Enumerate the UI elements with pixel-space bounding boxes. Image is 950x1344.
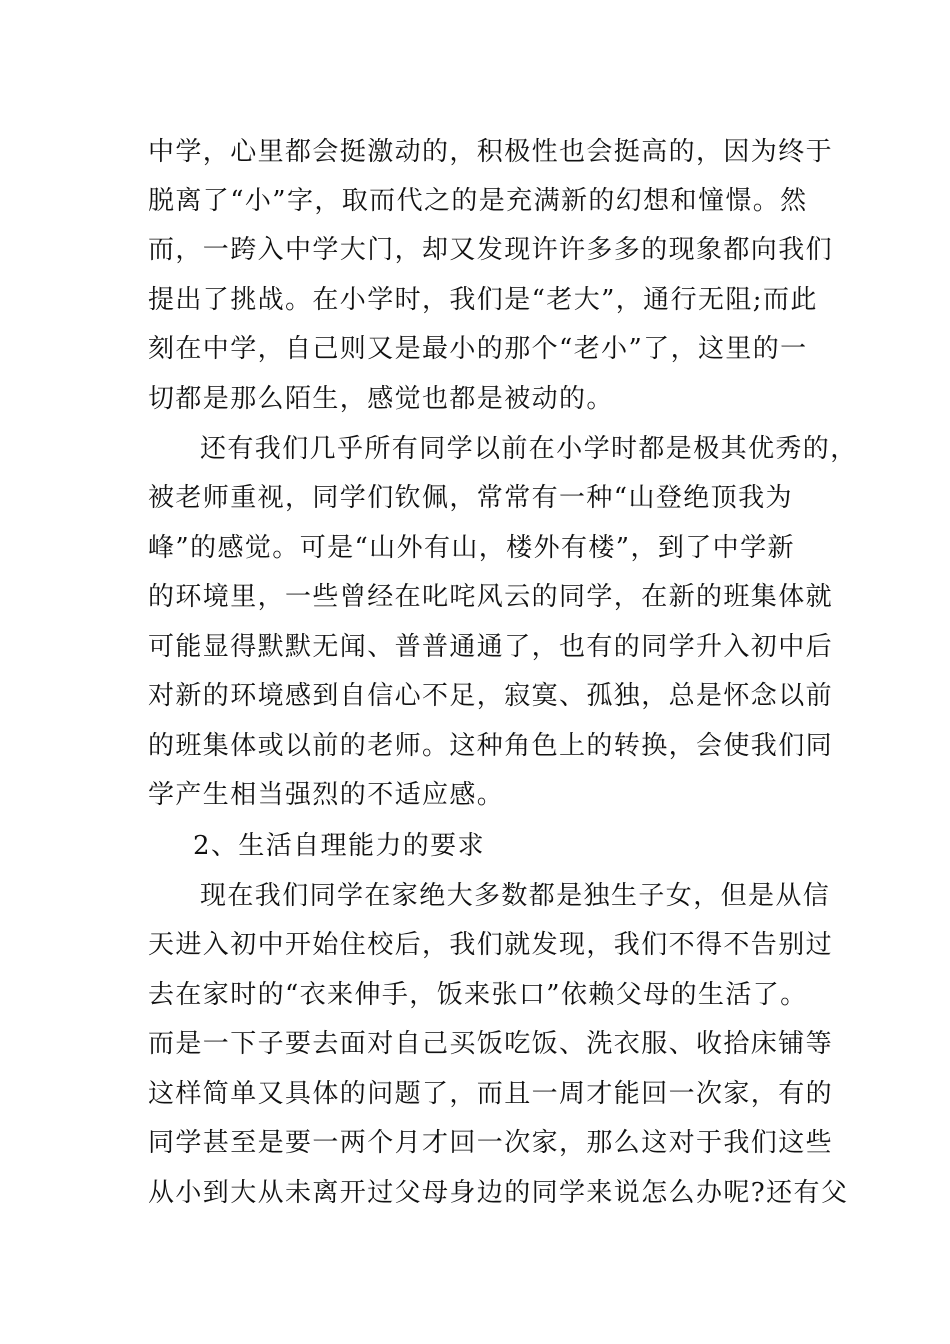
text-line-18: 去在家时的“衣来伸手，饭来张口”依赖父母的生活了。 [148,980,808,1010]
text-line-19: 而是一下子要去面对自己买饭吃饭、洗衣服、收拾床铺等 [148,1029,834,1059]
text-line-22: 从小到大从未离开过父母身边的同学来说怎么办呢?还有父 [148,1178,849,1208]
section-heading: 2、生活自理能力的要求 [193,831,485,861]
text-line-14: 学产生相当强烈的不适应感。 [148,780,505,810]
text-line-2: 脱离了“小”字，取而代之的是充满新的幻想和憧憬。然 [148,186,808,216]
text-line-16: 现在我们同学在家绝大多数都是独生子女，但是从信 [200,881,831,911]
text-line-5: 刻在中学，自己则又是最小的那个“老小”了，这里的一 [148,334,808,364]
text-line-7: 还有我们几乎所有同学以前在小学时都是极其优秀的， [200,434,858,464]
text-line-4: 提出了挑战。在小学时，我们是“老大”，通行无阻;而此 [148,285,818,315]
text-line-20: 这样简单又具体的问题了，而且一周才能回一次家，有的 [148,1079,834,1109]
text-line-13: 的班集体或以前的老师。这种角色上的转换，会使我们同 [148,731,834,761]
text-line-9: 峰”的感觉。可是“山外有山，楼外有楼”，到了中学新 [148,533,795,563]
text-line-8: 被老师重视，同学们钦佩，常常有一种“山登绝顶我为 [148,483,793,513]
text-line-1: 中学，心里都会挺激动的，积极性也会挺高的，因为终于 [148,137,834,167]
text-line-6: 切都是那么陌生，感觉也都是被动的。 [148,384,614,414]
text-line-12: 对新的环境感到自信心不足，寂寞、孤独，总是怀念以前 [148,681,834,711]
text-line-10: 的环境里，一些曾经在叱咤风云的同学，在新的班集体就 [148,582,834,612]
text-line-21: 同学甚至是要一两个月才回一次家，那么这对于我们这些 [148,1128,834,1158]
text-line-11: 可能显得默默无闻、普普通通了，也有的同学升入初中后 [148,632,834,662]
text-line-17: 天进入初中开始住校后，我们就发现，我们不得不告别过 [148,930,834,960]
text-line-3: 而，一跨入中学大门，却又发现许许多多的现象都向我们 [148,235,834,265]
